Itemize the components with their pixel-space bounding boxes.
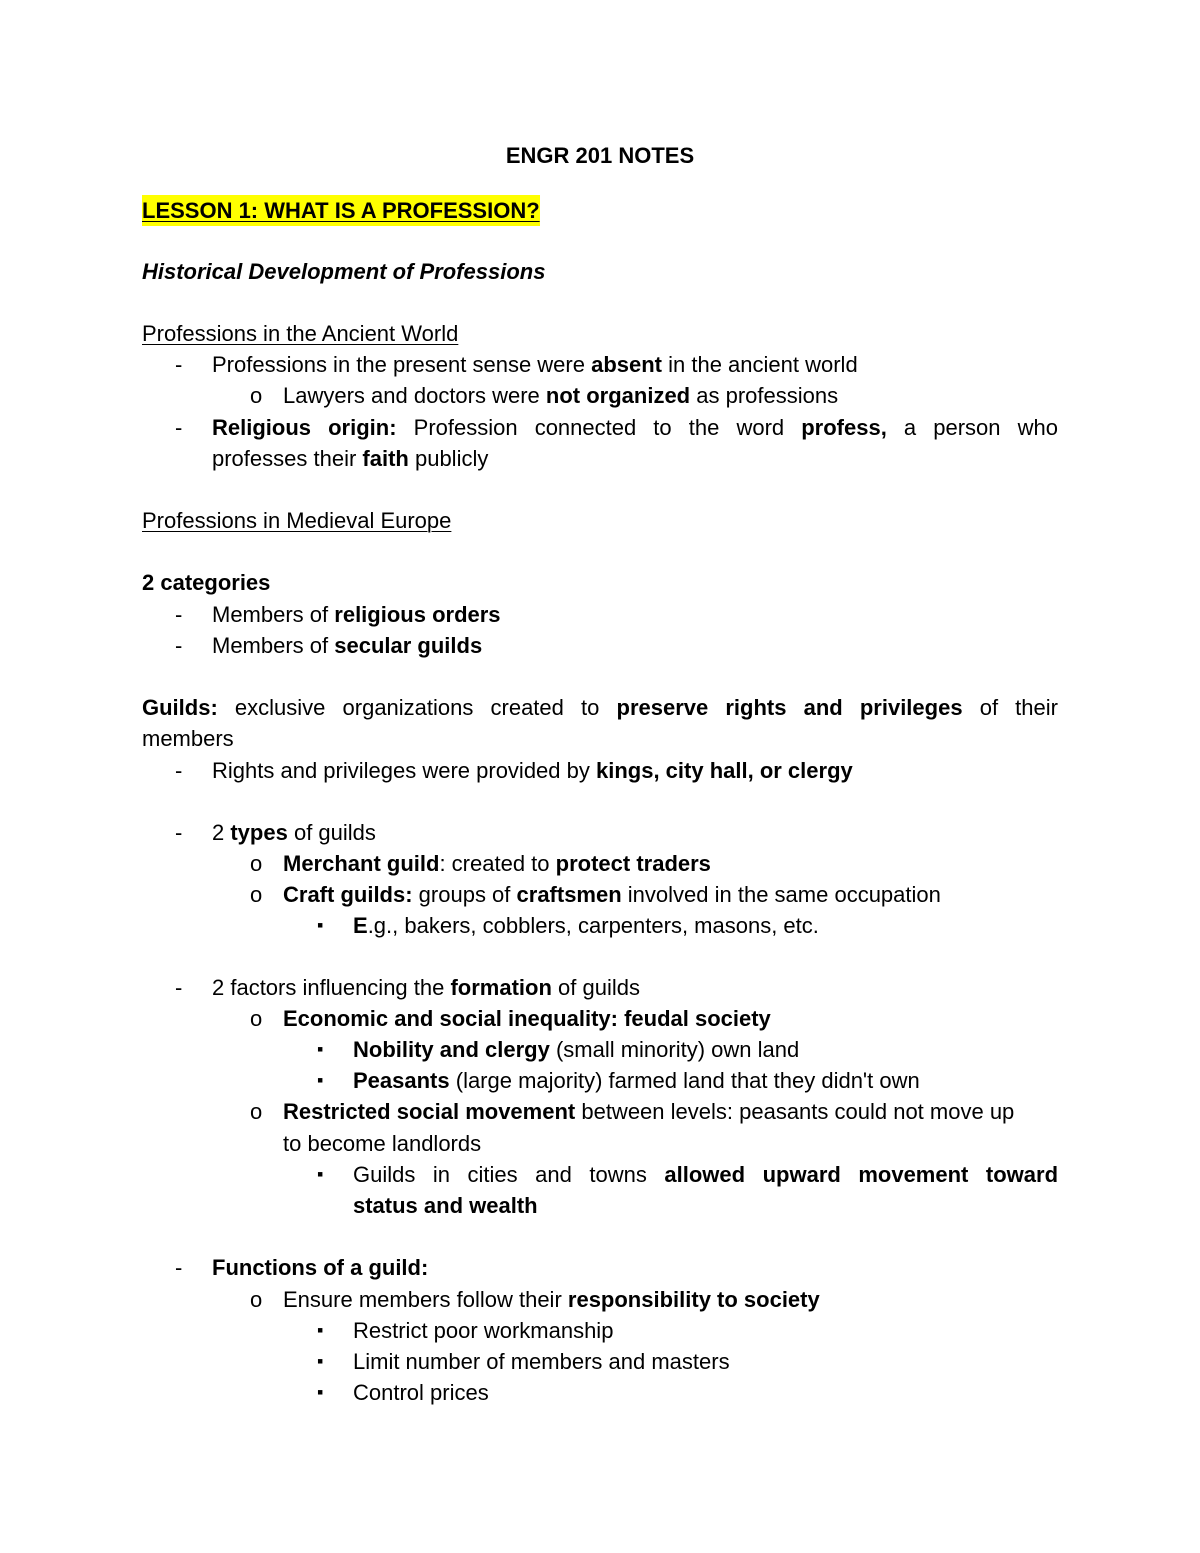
- dash-marker: -: [175, 352, 183, 377]
- list-item-text: Merchant guild: created to protect traders: [283, 851, 711, 876]
- list-item-text: professes their faith publicly: [212, 446, 489, 471]
- square-marker: ▪: [317, 1039, 324, 1059]
- list-item-continuation: [0, 443, 1200, 474]
- list-item-text: Members of religious orders: [212, 602, 501, 627]
- guilds-paragraph-continuation: [0, 723, 1200, 754]
- list-item: [0, 972, 1200, 1003]
- circle-marker: o: [250, 383, 263, 408]
- square-marker: ▪: [317, 1320, 324, 1340]
- section-heading: [0, 256, 1200, 287]
- lesson-title: LESSON 1: WHAT IS A PROFESSION?: [142, 195, 540, 226]
- dash-marker: -: [175, 820, 183, 845]
- list-item-text: 2 factors influencing the formation of guilds: [212, 975, 640, 1000]
- list-item: [0, 630, 1200, 661]
- list-item-text: Restricted social movement between levels: peasants could not move up: [283, 1099, 1015, 1124]
- list-item-text: Professions in the present sense were absent in the ancient world: [212, 352, 858, 377]
- list-item: [0, 1159, 1200, 1190]
- list-item-text: Control prices: [353, 1380, 489, 1405]
- list-item: [0, 380, 1200, 411]
- list-item: [0, 1065, 1200, 1096]
- square-marker: ▪: [317, 915, 324, 935]
- dash-marker: -: [175, 758, 183, 783]
- list-item-text: Limit number of members and masters: [353, 1349, 730, 1374]
- circle-marker: o: [250, 1099, 263, 1124]
- dash-marker: -: [175, 602, 183, 627]
- list-item-text: Craft guilds: groups of craftsmen involved in the same occupation: [283, 882, 941, 907]
- lesson-heading: [0, 195, 1200, 226]
- list-item: [0, 1252, 1200, 1283]
- list-item-text: Economic and social inequality: feudal society: [283, 1006, 771, 1031]
- circle-marker: o: [250, 851, 263, 876]
- list-item: [0, 349, 1200, 380]
- paragraph-text: Guilds: exclusive organizations created to preserve rights and privileges of their: [142, 695, 1058, 720]
- list-item: [0, 755, 1200, 786]
- square-marker: ▪: [317, 1164, 324, 1184]
- list-item-text: Restrict poor workmanship: [353, 1318, 614, 1343]
- list-item-text: Lawyers and doctors were not organized as professions: [283, 383, 839, 408]
- list-item: [0, 1096, 1200, 1127]
- list-item-text: Religious origin: Profession connected to the word profess, a person who: [212, 415, 1058, 440]
- medieval-heading: [0, 505, 1200, 536]
- list-item: [0, 1284, 1200, 1315]
- list-item-text: Peasants (large majority) farmed land that they didn't own: [353, 1068, 920, 1093]
- dash-marker: -: [175, 415, 183, 440]
- paragraph-text: members: [142, 726, 234, 751]
- categories-heading: [0, 567, 1200, 598]
- list-item-continuation: [0, 1190, 1200, 1221]
- ancient-heading-text: Professions in the Ancient World: [142, 321, 459, 346]
- square-marker: ▪: [317, 1351, 324, 1371]
- list-item-continuation: [0, 1128, 1200, 1159]
- circle-marker: o: [250, 1006, 263, 1031]
- list-item: [0, 848, 1200, 879]
- list-item: [0, 412, 1200, 443]
- ancient-heading: [0, 318, 1200, 349]
- list-item: [0, 879, 1200, 910]
- circle-marker: o: [250, 1287, 263, 1312]
- guilds-paragraph: [0, 692, 1200, 723]
- dash-marker: -: [175, 975, 183, 1000]
- circle-marker: o: [250, 882, 263, 907]
- square-marker: ▪: [317, 1382, 324, 1402]
- list-item: [0, 1346, 1200, 1377]
- list-item: [0, 1315, 1200, 1346]
- categories-text: 2 categories: [142, 570, 271, 595]
- list-item: [0, 1003, 1200, 1034]
- list-item-text: Rights and privileges were provided by kings, city hall, or clergy: [212, 758, 853, 783]
- list-item-text: Guilds in cities and towns allowed upward movement toward: [353, 1162, 1059, 1187]
- list-item-text: Nobility and clergy (small minority) own land: [353, 1037, 800, 1062]
- list-item: [0, 817, 1200, 848]
- list-item-text: 2 types of guilds: [212, 820, 376, 845]
- list-item: [0, 1034, 1200, 1065]
- list-item: [0, 910, 1200, 941]
- title-text: ENGR 201 NOTES: [505, 143, 695, 168]
- section-title: Historical Development of Professions: [142, 259, 546, 284]
- dash-marker: -: [175, 633, 183, 658]
- list-item-text: to become landlords: [283, 1131, 482, 1156]
- dash-marker: -: [175, 1255, 183, 1280]
- list-item: [0, 599, 1200, 630]
- list-item-text: Functions of a guild:: [212, 1255, 429, 1280]
- list-item: [0, 1377, 1200, 1408]
- document-title: [0, 140, 1200, 171]
- square-marker: ▪: [317, 1070, 324, 1090]
- list-item-text: status and wealth: [353, 1193, 538, 1218]
- list-item-text: Ensure members follow their responsibility to society: [283, 1287, 820, 1312]
- list-item-text: Members of secular guilds: [212, 633, 483, 658]
- medieval-heading-text: Professions in Medieval Europe: [142, 508, 452, 533]
- list-item-text: E.g., bakers, cobblers, carpenters, masons, etc.: [353, 913, 819, 938]
